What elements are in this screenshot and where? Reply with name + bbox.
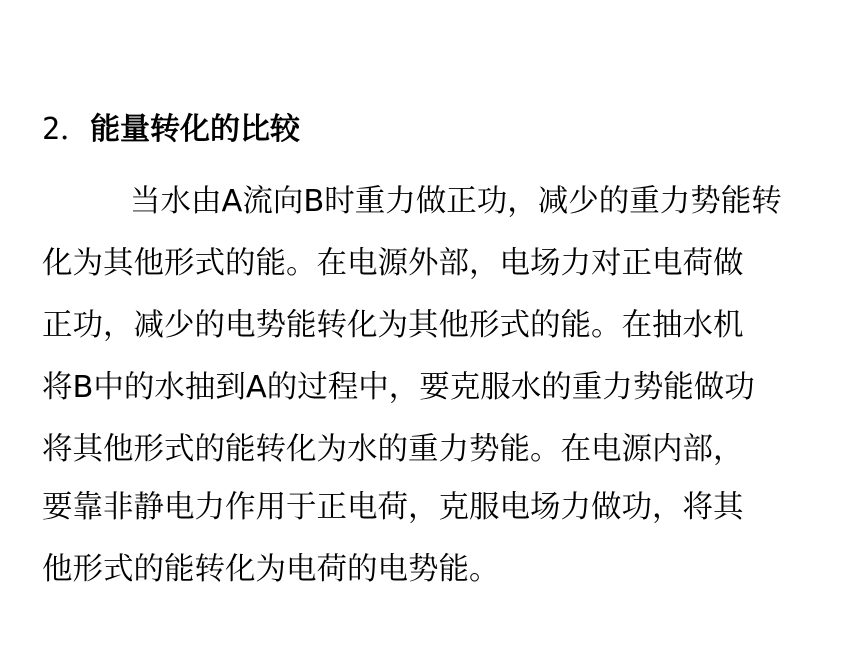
paragraph-line: 要靠非静电力作用于正电荷，克服电场力做功，将其 — [42, 490, 744, 525]
section-number: 2． — [42, 112, 91, 147]
paragraph-line: 将其他形式的能转化为水的重力势能。在电源内部， — [42, 432, 744, 467]
paragraph-line: 将B中的水抽到A的过程中，要克服水的重力势能做功 — [42, 370, 755, 405]
paragraph-line: 正功，减少的电势能转化为其他形式的能。在抽水机 — [42, 308, 744, 343]
paragraph-line: 化为其他形式的能。在电源外部，电场力对正电荷做 — [42, 246, 744, 281]
paragraph-line: 他形式的能转化为电荷的电势能。 — [42, 552, 500, 587]
section-title: 能量转化的比较 — [90, 112, 301, 147]
paragraph-line: 当水由A流向B时重力做正功，减少的重力势能转 — [130, 184, 782, 219]
section-heading — [42, 108, 300, 152]
